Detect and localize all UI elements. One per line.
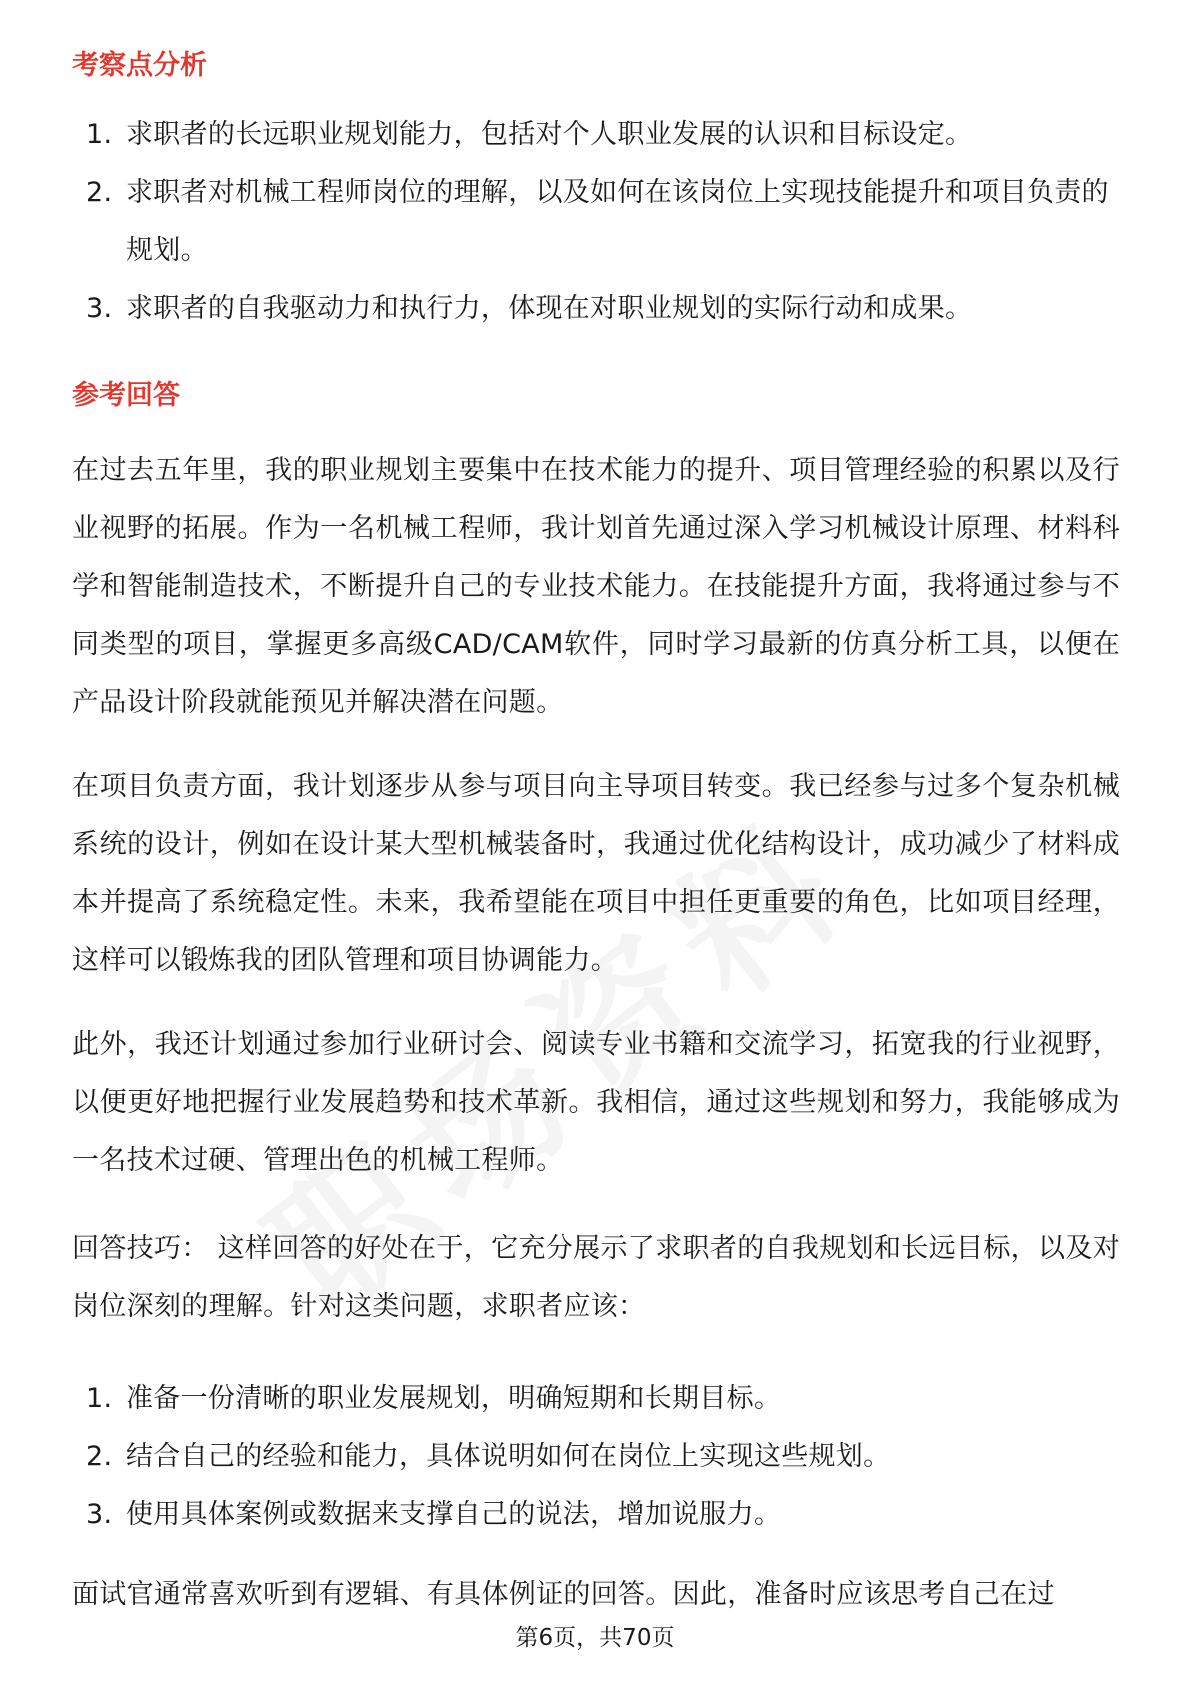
list-item-number: 1. [86,1383,113,1414]
analysis-list [72,106,1120,338]
document-page [72,0,1120,1684]
answer-paragraph: 在过去五年里，我的职业规划主要集中在技术能力的提升、项目管理经验的积累以及行业视野的拓展。作为一名机械工程师，我计划首先通过深入学习机械设计原理、材料科学和智能制造技术，不断提升自己的专业技术能力。在技能提升方面，我将通过参与不同类型的项目，掌握更多高级CAD/CAM软件，同时学习最新的仿真分析工具，以便在产品设计阶段就能预见并解决潜在问题。 [72,455,1120,718]
list-item-text: 使用具体案例或数据来支撑自己的说法，增加说服力。 [126,1499,782,1530]
list-item [72,164,1120,280]
list-item-number: 3. [86,293,113,324]
tips-list [72,1370,1120,1544]
list-item-text: 准备一份清晰的职业发展规划，明确短期和长期目标。 [126,1383,782,1414]
list-item-text: 求职者对机械工程师岗位的理解，以及如何在该岗位上实现技能提升和项目负责的规划。 [126,177,1109,266]
list-item [72,106,1120,164]
list-item [72,1428,1120,1486]
answer-paragraph: 此外，我还计划通过参加行业研讨会、阅读专业书籍和交流学习，拓宽我的行业视野，以便更好地把握行业发展趋势和技术革新。我相信，通过这些规划和努力，我能够成为一名技术过硬、管理出色的机械工程师。 [72,1029,1120,1176]
list-item [72,1486,1120,1544]
section-heading-answer: 参考回答 [72,380,180,411]
tips-intro-paragraph: 回答技巧： 这样回答的好处在于，它充分展示了求职者的自我规划和长远目标，以及对岗位深刻的理解。针对这类问题，求职者应该： [72,1233,1120,1322]
list-item-text: 求职者的长远职业规划能力，包括对个人职业发展的认识和目标设定。 [126,119,973,150]
list-item-text: 求职者的自我驱动力和执行力，体现在对职业规划的实际行动和成果。 [126,293,973,324]
list-item-text: 结合自己的经验和能力，具体说明如何在岗位上实现这些规划。 [126,1441,891,1472]
list-item-number: 2. [86,1441,113,1472]
list-item-number: 2. [86,177,113,208]
answer-paragraph: 在项目负责方面，我计划逐步从参与项目向主导项目转变。我已经参与过多个复杂机械系统的设计，例如在设计某大型机械装备时，我通过优化结构设计，成功减少了材料成本并提高了系统稳定性。未来，我希望能在项目中担任更重要的角色，比如项目经理，这样可以锻炼我的团队管理和项目协调能力。 [72,771,1120,976]
section-heading-analysis: 考察点分析 [72,50,207,81]
list-item [72,1370,1120,1428]
list-item [72,280,1120,338]
list-item-number: 3. [86,1499,113,1530]
page-number: 第6页，共70页 [515,1625,675,1651]
closing-paragraph: 面试官通常喜欢听到有逻辑、有具体例证的回答。因此，准备时应该思考自己在过 [72,1579,1055,1610]
list-item-number: 1. [86,119,113,150]
